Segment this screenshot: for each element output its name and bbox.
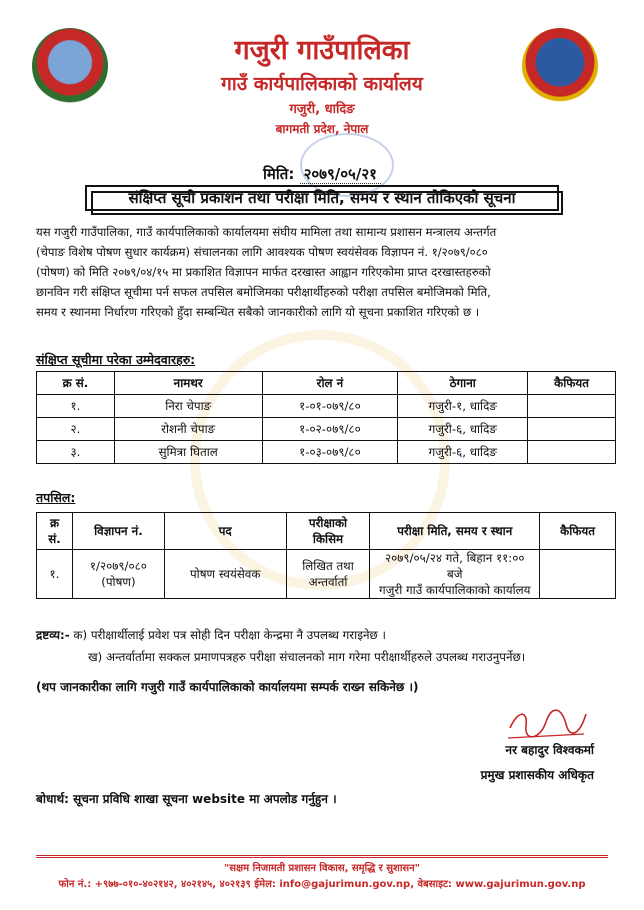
header-ad-no: विज्ञापन नं.	[72, 513, 164, 550]
cell-name: रोशनी चेपाङ	[114, 418, 262, 441]
header-roll: रोल नं	[262, 372, 398, 395]
table-row	[37, 441, 616, 464]
cc-line: बोधार्थ: सूचना प्रविधि शाखा सूचना website मा अपलोड गर्नुहुन ।	[36, 792, 337, 806]
intro-line: छानविन गरी संक्षिप्त सूचीमा पर्न सफल तपसिल बमोजिमका परीक्षार्थीहरुको परीक्षा तपसिल बमोजिमको मिति,	[36, 285, 491, 299]
cell-remarks	[528, 395, 616, 418]
cell-roll: १-०१-०७९/८०	[262, 395, 398, 418]
table-header-row	[37, 372, 616, 395]
intro-line: (चेपाङ विशेष पोषण सुधार कार्यक्रम) संचालनका लागि आवश्यक पोषण स्वयंसेवक विज्ञापन नं. १/२०७९/०८०	[36, 245, 488, 259]
cell-roll: १-०३-०७९/८०	[262, 441, 398, 464]
table-row	[37, 395, 616, 418]
notice-title: संक्षिप्त सूची प्रकाशन तथा परीक्षा मिति, समय र स्थान तोकिएको सूचना	[85, 185, 559, 211]
header-post: पद	[164, 513, 286, 550]
exam-type-line: लिखित तथा	[302, 559, 354, 573]
office-place: गजुरी, धादिङ	[289, 102, 355, 117]
office-subtitle: गाउँ कार्यपालिकाको कार्यालय	[221, 73, 423, 95]
notes-section	[36, 624, 626, 668]
cell-sn: २.	[37, 418, 115, 441]
header-sn: क्र सं.	[37, 372, 115, 395]
note-item: क) परीक्षार्थीलाई प्रवेश पत्र सोही दिन परीक्षा केन्द्रमा नै उपलब्ध गराइनेछ ।	[73, 628, 387, 642]
cell-post: पोषण स्वयंसेवक	[164, 550, 286, 599]
notes-label: द्रष्टव्य:-	[36, 628, 70, 642]
cell-remarks	[528, 441, 616, 464]
exam-type-line: अन्तर्वार्ता	[308, 575, 348, 589]
intro-line: समय र स्थानमा निर्धारण गरिएको हुँदा सम्बन्धित सबैको जानकारीको लागि यो सूचना प्रकाशित गरिएको छ ।	[36, 305, 480, 319]
notice-date	[0, 164, 644, 184]
table-header-row	[37, 513, 616, 550]
cell-sn: १.	[37, 550, 73, 599]
footer-motto: "सक्षम निजामती प्रशासन विकास, समृद्धि र सुशासन"	[224, 863, 420, 874]
cell-exam-when	[370, 550, 540, 599]
signer-title: प्रमुख प्रशासकीय अधिकृत	[480, 768, 594, 782]
note-item: ख) अन्तर्वार्तामा सक्कल प्रमाणपत्रहरु परीक्षा संचालनको माग गरेमा परीक्षार्थीहरुले उपलब्ध गराउनुपर्नेछ।	[88, 650, 526, 664]
cell-address: गजुरी-१, धादिङ	[398, 395, 528, 418]
footer-contact: फोन नं.: +९७७-०१०-४०२१४२, ४०२१४५, ४०२१३९ ईमेल: info@gajurimun.gov.np, वेबसाइट: www.gajurimun.gov.np	[58, 879, 586, 890]
header-address: ठेगाना	[398, 372, 528, 395]
exam-when-line: २०७९/०५/२४ गते, बिहान ११:०० बजे	[384, 551, 525, 581]
header-exam-when: परीक्षा मिति, समय र स्थान	[370, 513, 540, 550]
table-row	[37, 550, 616, 599]
office-province: बागमती प्रदेश, नेपाल	[275, 122, 369, 136]
signature-icon	[506, 704, 588, 744]
intro-line: यस गजुरी गाउँपालिका, गाउँ कार्यपालिकाको कार्यालयमा संघीय मामिला तथा सामान्य प्रशासन मन्त्रालय अन्तर्गत	[36, 225, 497, 239]
signer-name: नर बहादुर विश्वकर्मा	[505, 743, 594, 757]
date-value: २०७९/०५/२१	[300, 165, 381, 184]
candidates-heading: संक्षिप्त सूचीमा परेका उम्मेदवारहरु:	[36, 352, 196, 367]
header-sn: क्र सं.	[37, 513, 73, 550]
office-title: गजुरी गाउँपालिका	[234, 35, 410, 66]
exam-details-table	[36, 512, 616, 599]
exam-when-line: गजुरी गाउँ कार्यपालिकाको कार्यालय	[378, 583, 531, 597]
intro-paragraph	[36, 222, 616, 322]
header-remarks: कैफियत	[540, 513, 616, 550]
details-heading: तपसिल:	[36, 490, 76, 505]
cell-exam-type	[286, 550, 370, 599]
cell-remarks	[540, 550, 616, 599]
ad-no-line: (पोषण)	[101, 575, 136, 589]
ad-no-line: १/२०७९/०८०	[89, 559, 147, 573]
cell-name: निरा चेपाङ	[114, 395, 262, 418]
cell-remarks	[528, 418, 616, 441]
header-name: नामथर	[114, 372, 262, 395]
cell-sn: ३.	[37, 441, 115, 464]
note-row	[36, 624, 626, 646]
header-remarks: कैफियत	[528, 372, 616, 395]
cell-sn: १.	[37, 395, 115, 418]
footer-divider	[36, 855, 608, 858]
intro-line: (पोषण) को मिति २०७९/०४/१५ मा प्रकाशित विज्ञापन मार्फत दरखास्त आह्वान गरिएकोमा प्राप्त दरखास्तहरुको	[36, 265, 491, 279]
cell-name: सुमित्रा घिताल	[114, 441, 262, 464]
candidates-table	[36, 371, 616, 464]
cell-address: गजुरी-६, धादिङ	[398, 418, 528, 441]
cell-roll: १-०२-०७९/८०	[262, 418, 398, 441]
header-exam-type: परीक्षाको किसिम	[286, 513, 370, 550]
cell-address: गजुरी-६, धादिङ	[398, 441, 528, 464]
closing-line: (थप जानकारीका लागि गजुरी गाउँ कार्यपालिकाको कार्यालयमा सम्पर्क राख्न सकिनेछ ।)	[36, 680, 419, 694]
table-row	[37, 418, 616, 441]
date-label: मिति:	[263, 165, 295, 183]
cell-ad-no	[72, 550, 164, 599]
